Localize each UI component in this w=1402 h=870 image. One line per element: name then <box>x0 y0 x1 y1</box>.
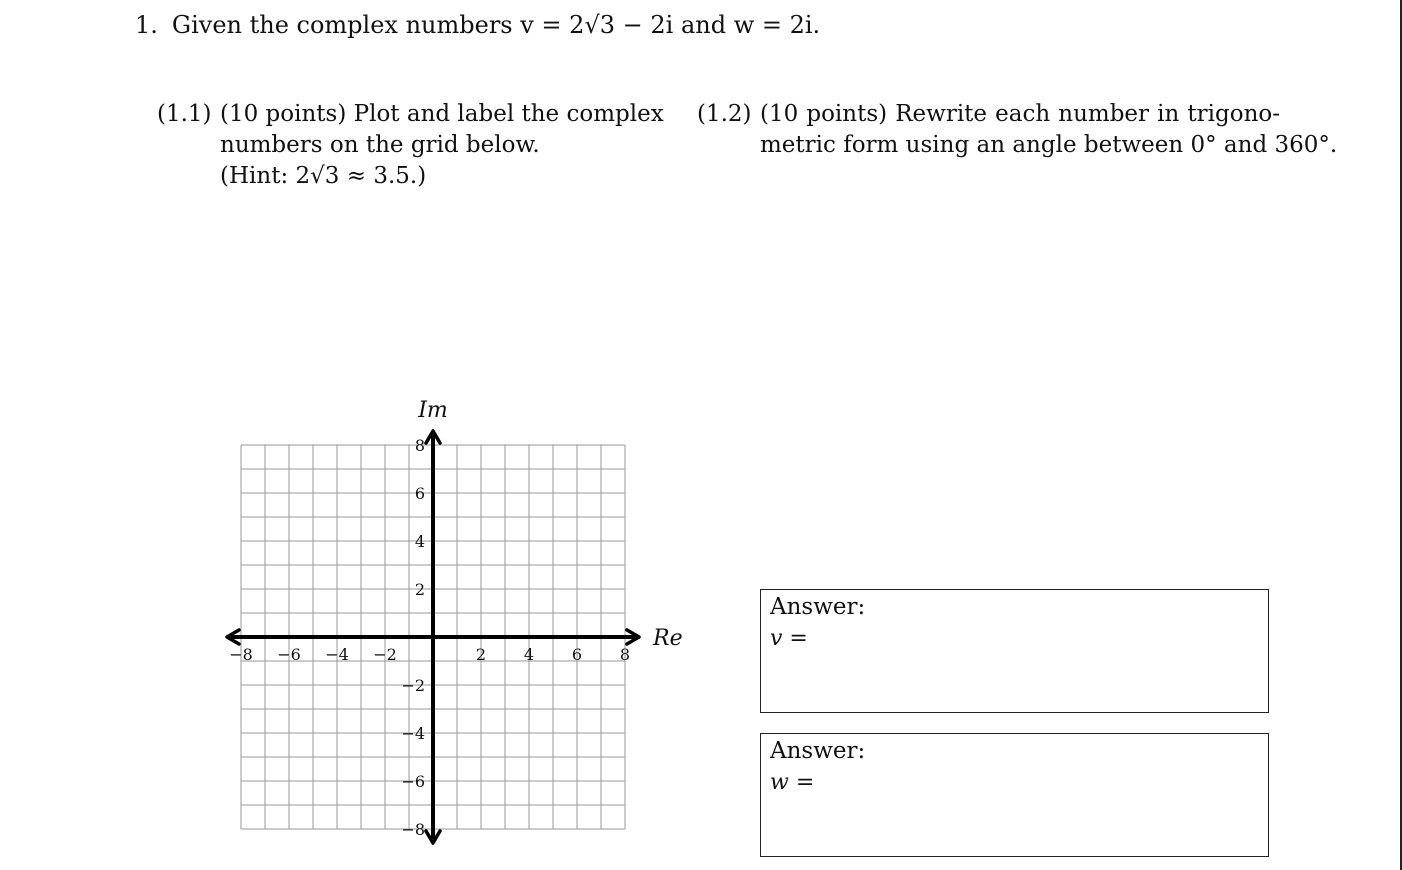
x-tick-label: −6 <box>277 645 301 664</box>
part-line: numbers on the grid below. <box>220 132 540 158</box>
part-body <box>220 99 664 192</box>
part-1-1 <box>157 99 664 199</box>
hint-line: (Hint: 2√3 ≈ 3.5.) <box>220 163 427 189</box>
part-line: metric form using an angle between 0° and 360°. <box>760 132 1338 158</box>
complex-plane-grid[interactable] <box>215 395 695 855</box>
x-tick-label: 2 <box>475 645 487 664</box>
part-1-2 <box>697 99 1338 169</box>
x-tick-label: −2 <box>373 645 397 664</box>
complex-plane[interactable] <box>215 395 695 859</box>
answer-variable: v = <box>770 626 808 651</box>
x-tick-label: 6 <box>571 645 583 664</box>
x-tick-label: −4 <box>325 645 349 664</box>
y-tick-label: −6 <box>401 772 425 791</box>
real-axis-label: Re <box>653 626 683 651</box>
imaginary-axis-label: Im <box>418 398 448 423</box>
problem-number: 1. <box>135 11 158 39</box>
answer-box-v[interactable] <box>760 589 1269 713</box>
y-tick-label: 2 <box>414 580 425 599</box>
y-tick-label: −2 <box>401 676 425 695</box>
y-tick-label: 4 <box>414 532 425 551</box>
answer-variable: w = <box>770 770 815 795</box>
part-body <box>760 99 1338 161</box>
answer-box-w[interactable] <box>760 733 1269 857</box>
part-line: (10 points) Rewrite each number in trigono- <box>760 101 1280 127</box>
part-tag: (1.1) <box>157 101 212 127</box>
y-tick-label: −4 <box>401 724 425 743</box>
part-line: (10 points) Plot and label the complex <box>220 101 664 127</box>
x-tick-label: −8 <box>229 645 253 664</box>
part-tag: (1.2) <box>697 101 752 127</box>
y-tick-label: 8 <box>414 436 425 455</box>
x-tick-label: 4 <box>523 645 535 664</box>
problem-text: Given the complex numbers v = 2√3 − 2i and w = 2i. <box>171 11 821 39</box>
answer-label: Answer: <box>770 738 866 764</box>
y-tick-label: 6 <box>414 484 425 503</box>
problem-statement <box>135 8 820 42</box>
answer-label: Answer: <box>770 594 866 620</box>
x-tick-label: 8 <box>619 645 631 664</box>
y-tick-label: −8 <box>401 820 425 839</box>
